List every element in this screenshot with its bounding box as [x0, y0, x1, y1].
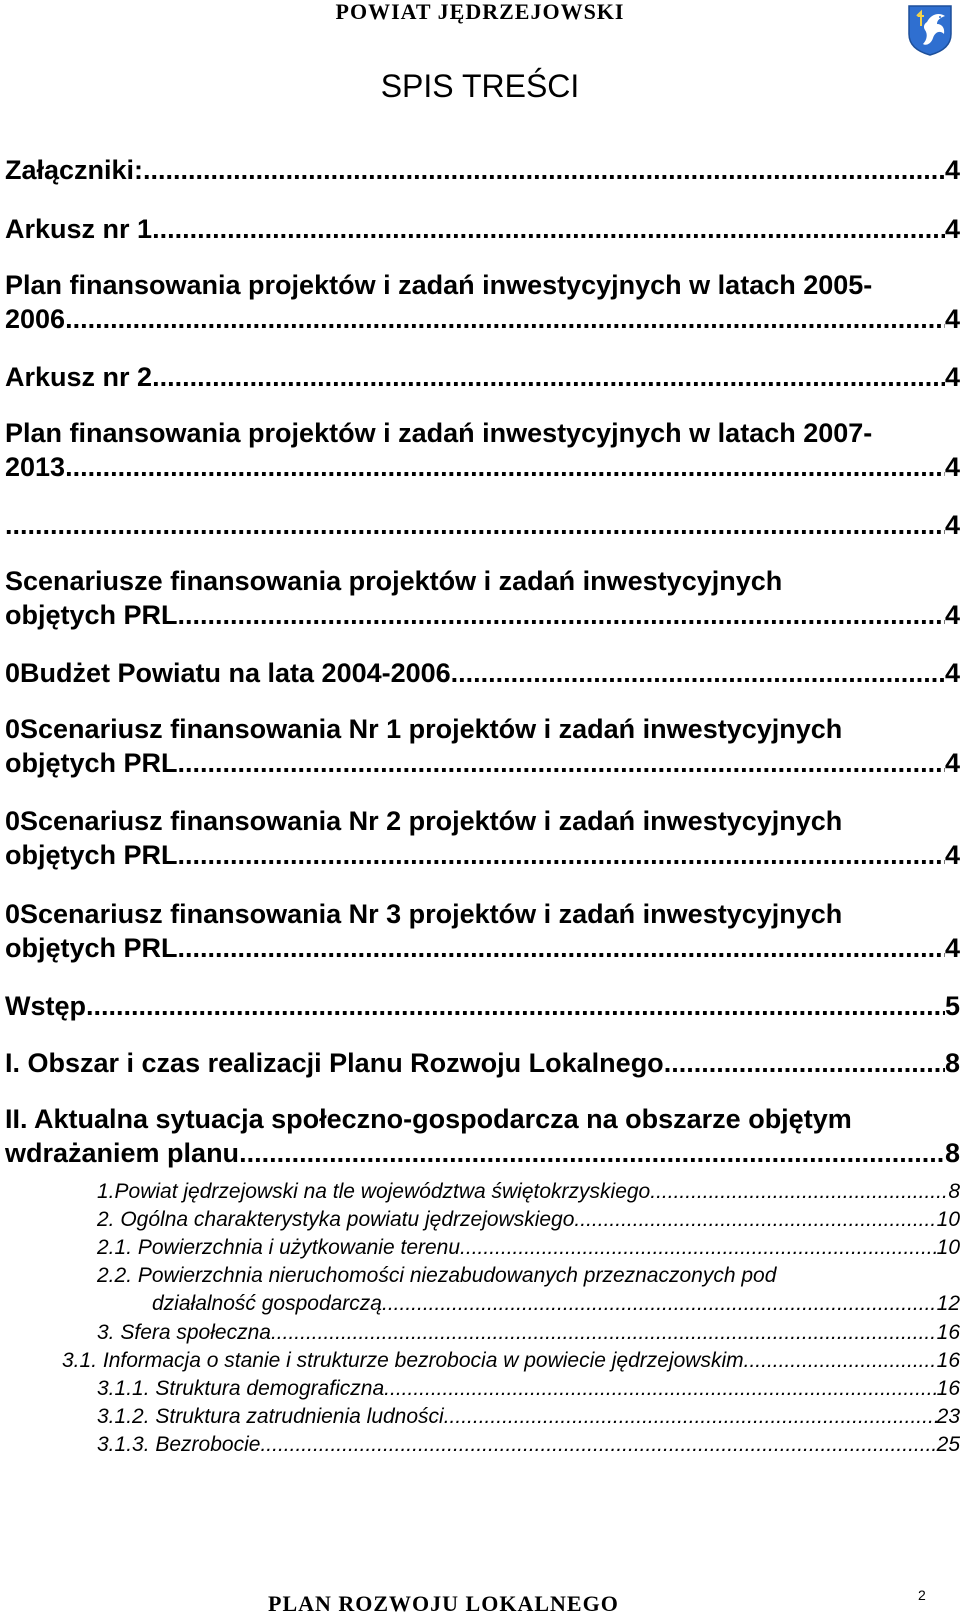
toc-entry[interactable]: I. Obszar i czas realizacji Planu Rozwoju Lokalnego ..... 8 — [5, 1047, 960, 1079]
toc-subentry[interactable]: 2.1. Powierzchnia i użytkowanie terenu ..... 10 — [97, 1234, 960, 1262]
toc-entry[interactable]: Plan finansowania projektów i zadań inwestycyjnych w latach 2007- 2013. ..... 4 — [5, 417, 960, 485]
toc-subentry[interactable]: 3.1.2. Struktura zatrudnienia ludności ..... 23 — [97, 1403, 960, 1431]
page-header-title: POWIAT JĘDRZEJOWSKI — [335, 0, 625, 24]
page-footer-title: PLAN ROZWOJU LOKALNEGO — [268, 1591, 619, 1616]
toc-entry[interactable]: II. Aktualna sytuacja społeczno-gospodarcza na obszarze objętym wdrażaniem planu ..... 8 — [5, 1103, 960, 1171]
toc-title: SPIS TREŚCI — [380, 68, 580, 104]
page-number: 2 — [918, 1587, 926, 1603]
toc-entry[interactable]: Arkusz nr 2 ..... 4 — [5, 361, 960, 393]
toc-entry[interactable]: 0Scenariusz finansowania Nr 1 projektów i zadań inwestycyjnych objętych PRL ..... 4 — [5, 713, 960, 781]
toc-subentry[interactable]: 3.1.3. Bezrobocie ..... 25 — [97, 1431, 960, 1459]
toc-entry[interactable]: 0Scenariusz finansowania Nr 2 projektów i zadań inwestycyjnych objętych PRL ..... 4 — [5, 805, 960, 873]
toc-subentry[interactable]: 2. Ogólna charakterystyka powiatu jędrzejowskiego ..... 10 — [97, 1206, 960, 1234]
toc-subentry[interactable]: 3.1.1. Struktura demograficzna ..... 16 — [97, 1375, 960, 1403]
toc-subentry[interactable]: 3. Sfera społeczna ..... 16 — [97, 1319, 960, 1347]
toc-entry[interactable]: 0Budżet Powiatu na lata 2004-2006 ..... 4 — [5, 657, 960, 689]
county-coat-of-arms-icon — [907, 4, 953, 56]
toc-entry[interactable]: 0Scenariusz finansowania Nr 3 projektów i zadań inwestycyjnych objętych PRL ..... 4 — [5, 898, 960, 966]
toc-entry[interactable]: Scenariusze finansowania projektów i zadań inwestycyjnych objętych PRL ..... 4 — [5, 565, 960, 633]
toc-entry[interactable]: Plan finansowania projektów i zadań inwestycyjnych w latach 2005- 2006. ..... 4 — [5, 269, 960, 337]
toc-entry[interactable]: ..... 4 — [5, 509, 960, 541]
toc-subentry[interactable]: 3.1. Informacja o stanie i strukturze bezrobocia w powiecie jędrzejowskim. ..... 16 — [62, 1347, 960, 1375]
toc-entry[interactable]: Wstęp ..... 5 — [5, 990, 960, 1022]
toc-entry[interactable]: Załączniki: ..... 4 — [5, 154, 960, 186]
toc-entry[interactable]: Arkusz nr 1 ..... 4 — [5, 213, 960, 245]
toc-subentry[interactable]: 2.2. Powierzchnia nieruchomości niezabudowanych przeznaczonych pod działalność gospodarczą ..... 12 — [97, 1262, 960, 1318]
toc-subentry[interactable]: 1.Powiat jędrzejowski na tle województwa świętokrzyskiego ..... 8 — [97, 1178, 960, 1206]
